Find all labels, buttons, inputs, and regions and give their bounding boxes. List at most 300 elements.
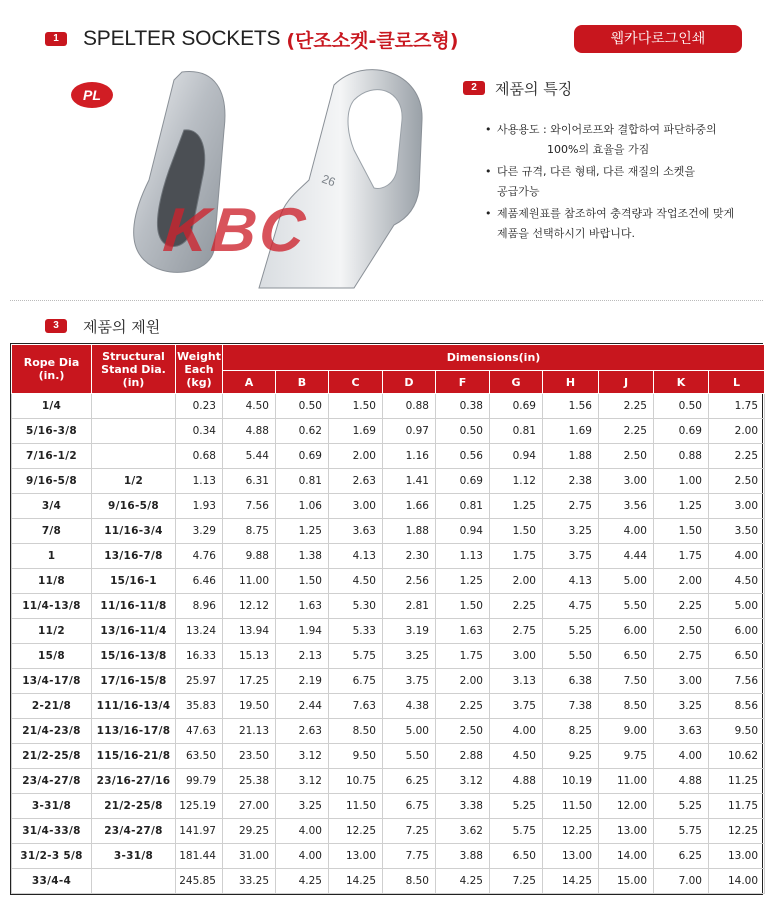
specs-heading xyxy=(45,316,160,336)
cell-weight: 63.50 xyxy=(176,744,223,769)
cell-dim-f: 3.88 xyxy=(436,844,490,869)
header-dim-j: J xyxy=(599,371,654,394)
cell-dim-h: 2.75 xyxy=(543,494,599,519)
cell-dim-g: 5.25 xyxy=(490,794,543,819)
cell-dim-h: 13.00 xyxy=(543,844,599,869)
cell-weight: 16.33 xyxy=(176,644,223,669)
cell-dim-a: 12.12 xyxy=(223,594,276,619)
table-row xyxy=(12,869,765,894)
cell-weight: 47.63 xyxy=(176,719,223,744)
table-row xyxy=(12,519,765,544)
cell-dim-c: 11.50 xyxy=(329,794,383,819)
cell-dim-a: 9.88 xyxy=(223,544,276,569)
header-dimensions: Dimensions(in) xyxy=(223,345,765,371)
cell-structural-dia: 11/16-3/4 xyxy=(92,519,176,544)
cell-dim-a: 27.00 xyxy=(223,794,276,819)
table-row xyxy=(12,594,765,619)
cell-dim-b: 0.69 xyxy=(276,444,329,469)
cell-dim-l: 10.62 xyxy=(709,744,765,769)
cell-dim-d: 2.56 xyxy=(383,569,436,594)
cell-dim-k: 1.50 xyxy=(654,519,709,544)
cell-dim-j: 3.56 xyxy=(599,494,654,519)
cell-dim-c: 6.75 xyxy=(329,669,383,694)
cell-dim-d: 2.81 xyxy=(383,594,436,619)
cell-dim-d: 2.30 xyxy=(383,544,436,569)
cell-dim-a: 17.25 xyxy=(223,669,276,694)
cell-rope-dia: 13/4-17/8 xyxy=(12,669,92,694)
header-weight: Weight Each (kg) xyxy=(176,345,223,394)
pl-badge: PL xyxy=(71,82,113,108)
cell-dim-l: 9.50 xyxy=(709,719,765,744)
cell-dim-j: 12.00 xyxy=(599,794,654,819)
cell-dim-f: 2.25 xyxy=(436,694,490,719)
cell-weight: 0.34 xyxy=(176,419,223,444)
cell-dim-l: 6.00 xyxy=(709,619,765,644)
cell-dim-l: 3.00 xyxy=(709,494,765,519)
cell-dim-g: 2.25 xyxy=(490,594,543,619)
cell-dim-a: 4.88 xyxy=(223,419,276,444)
cell-dim-b: 2.19 xyxy=(276,669,329,694)
cell-dim-c: 3.00 xyxy=(329,494,383,519)
cell-dim-b: 1.94 xyxy=(276,619,329,644)
cell-dim-h: 3.75 xyxy=(543,544,599,569)
spec-table xyxy=(11,344,765,894)
cell-dim-d: 0.88 xyxy=(383,394,436,419)
cell-dim-k: 2.50 xyxy=(654,619,709,644)
cell-dim-d: 7.25 xyxy=(383,819,436,844)
cell-dim-j: 7.50 xyxy=(599,669,654,694)
cell-weight: 1.93 xyxy=(176,494,223,519)
cell-dim-f: 0.94 xyxy=(436,519,490,544)
cell-dim-a: 21.13 xyxy=(223,719,276,744)
cell-structural-dia: 17/16-15/8 xyxy=(92,669,176,694)
cell-dim-b: 3.25 xyxy=(276,794,329,819)
cell-rope-dia: 15/8 xyxy=(12,644,92,669)
section-divider xyxy=(10,300,763,301)
cell-dim-k: 0.88 xyxy=(654,444,709,469)
cell-rope-dia: 9/16-5/8 xyxy=(12,469,92,494)
cell-dim-b: 2.44 xyxy=(276,694,329,719)
cell-dim-c: 5.75 xyxy=(329,644,383,669)
cell-dim-l: 8.56 xyxy=(709,694,765,719)
cell-dim-l: 2.50 xyxy=(709,469,765,494)
cell-structural-dia xyxy=(92,444,176,469)
cell-dim-a: 5.44 xyxy=(223,444,276,469)
cell-dim-l: 11.75 xyxy=(709,794,765,819)
cell-dim-d: 3.19 xyxy=(383,619,436,644)
cell-dim-d: 5.50 xyxy=(383,744,436,769)
cell-dim-f: 0.50 xyxy=(436,419,490,444)
cell-structural-dia xyxy=(92,869,176,894)
cell-dim-j: 14.00 xyxy=(599,844,654,869)
cell-dim-l: 2.00 xyxy=(709,419,765,444)
cell-dim-k: 5.75 xyxy=(654,819,709,844)
cell-dim-a: 25.38 xyxy=(223,769,276,794)
cell-dim-d: 1.16 xyxy=(383,444,436,469)
cell-dim-j: 8.50 xyxy=(599,694,654,719)
cell-weight: 35.83 xyxy=(176,694,223,719)
cell-dim-d: 1.41 xyxy=(383,469,436,494)
cell-dim-d: 5.00 xyxy=(383,719,436,744)
cell-dim-j: 15.00 xyxy=(599,869,654,894)
table-row xyxy=(12,619,765,644)
cell-structural-dia: 9/16-5/8 xyxy=(92,494,176,519)
cell-dim-d: 3.75 xyxy=(383,669,436,694)
cell-dim-c: 7.63 xyxy=(329,694,383,719)
cell-rope-dia: 1 xyxy=(12,544,92,569)
cell-dim-g: 7.25 xyxy=(490,869,543,894)
cell-dim-f: 0.69 xyxy=(436,469,490,494)
cell-dim-l: 3.50 xyxy=(709,519,765,544)
table-row xyxy=(12,719,765,744)
table-row xyxy=(12,569,765,594)
cell-dim-c: 13.00 xyxy=(329,844,383,869)
cell-dim-f: 2.50 xyxy=(436,719,490,744)
header-dim-b: B xyxy=(276,371,329,394)
cell-dim-k: 0.50 xyxy=(654,394,709,419)
cell-weight: 6.46 xyxy=(176,569,223,594)
specs-title: 제품의 제원 xyxy=(83,317,161,336)
cell-dim-b: 4.25 xyxy=(276,869,329,894)
cell-weight: 1.13 xyxy=(176,469,223,494)
cell-dim-b: 1.38 xyxy=(276,544,329,569)
cell-dim-g: 0.69 xyxy=(490,394,543,419)
cell-dim-b: 0.62 xyxy=(276,419,329,444)
cell-dim-k: 1.00 xyxy=(654,469,709,494)
cell-structural-dia: 113/16-17/8 xyxy=(92,719,176,744)
table-row xyxy=(12,669,765,694)
cell-dim-h: 1.88 xyxy=(543,444,599,469)
cell-dim-h: 7.38 xyxy=(543,694,599,719)
cell-rope-dia: 11/4-13/8 xyxy=(12,594,92,619)
cell-dim-f: 1.75 xyxy=(436,644,490,669)
cell-dim-k: 3.25 xyxy=(654,694,709,719)
cell-dim-k: 5.25 xyxy=(654,794,709,819)
cell-rope-dia: 1/4 xyxy=(12,394,92,419)
page-subtitle: (단조소켓-클로즈형) xyxy=(286,29,459,52)
feature-item: • 제품제원표를 참조하여 충격량과 작업조건에 맞게 제품을 선택하시기 바랍니다. xyxy=(485,204,763,244)
kbc-watermark: KBC xyxy=(160,196,312,265)
cell-dim-b: 3.12 xyxy=(276,744,329,769)
cell-dim-c: 14.25 xyxy=(329,869,383,894)
cell-rope-dia: 21/2-25/8 xyxy=(12,744,92,769)
header-dim-d: D xyxy=(383,371,436,394)
cell-dim-k: 1.75 xyxy=(654,544,709,569)
cell-dim-j: 6.50 xyxy=(599,644,654,669)
cell-dim-f: 0.81 xyxy=(436,494,490,519)
cell-dim-a: 4.50 xyxy=(223,394,276,419)
cell-dim-j: 9.75 xyxy=(599,744,654,769)
cell-dim-b: 0.81 xyxy=(276,469,329,494)
cell-dim-g: 0.94 xyxy=(490,444,543,469)
cell-rope-dia: 21/4-23/8 xyxy=(12,719,92,744)
socket-stamp: 26 xyxy=(319,171,338,190)
cell-rope-dia: 3-31/8 xyxy=(12,794,92,819)
cell-dim-k: 3.63 xyxy=(654,719,709,744)
cell-dim-g: 3.75 xyxy=(490,694,543,719)
cell-weight: 13.24 xyxy=(176,619,223,644)
header-dim-g: G xyxy=(490,371,543,394)
cell-dim-h: 6.38 xyxy=(543,669,599,694)
cell-dim-l: 1.75 xyxy=(709,394,765,419)
cell-dim-g: 0.81 xyxy=(490,419,543,444)
cell-weight: 99.79 xyxy=(176,769,223,794)
cell-dim-g: 1.25 xyxy=(490,494,543,519)
cell-dim-f: 4.25 xyxy=(436,869,490,894)
page-header xyxy=(45,24,458,54)
cell-dim-g: 5.75 xyxy=(490,819,543,844)
cell-dim-d: 0.97 xyxy=(383,419,436,444)
header-dim-l: L xyxy=(709,371,765,394)
cell-dim-f: 3.12 xyxy=(436,769,490,794)
cell-rope-dia: 5/16-3/8 xyxy=(12,419,92,444)
cell-dim-g: 4.50 xyxy=(490,744,543,769)
cell-weight: 0.23 xyxy=(176,394,223,419)
cell-structural-dia xyxy=(92,394,176,419)
cell-dim-k: 4.88 xyxy=(654,769,709,794)
cell-dim-l: 7.56 xyxy=(709,669,765,694)
cell-dim-g: 4.00 xyxy=(490,719,543,744)
table-row xyxy=(12,694,765,719)
features-title: 제품의 특징 xyxy=(495,79,573,98)
header-dim-c: C xyxy=(329,371,383,394)
cell-weight: 0.68 xyxy=(176,444,223,469)
cell-dim-j: 4.00 xyxy=(599,519,654,544)
cell-weight: 8.96 xyxy=(176,594,223,619)
cell-dim-k: 4.00 xyxy=(654,744,709,769)
cell-dim-l: 14.00 xyxy=(709,869,765,894)
cell-dim-a: 7.56 xyxy=(223,494,276,519)
cell-weight: 125.19 xyxy=(176,794,223,819)
cell-structural-dia: 15/16-13/8 xyxy=(92,644,176,669)
cell-structural-dia xyxy=(92,419,176,444)
cell-dim-h: 1.69 xyxy=(543,419,599,444)
table-row xyxy=(12,544,765,569)
cell-dim-f: 0.38 xyxy=(436,394,490,419)
cell-dim-c: 5.30 xyxy=(329,594,383,619)
cell-dim-a: 31.00 xyxy=(223,844,276,869)
cell-dim-j: 4.44 xyxy=(599,544,654,569)
cell-dim-b: 1.06 xyxy=(276,494,329,519)
cell-dim-d: 4.38 xyxy=(383,694,436,719)
cell-dim-j: 6.00 xyxy=(599,619,654,644)
cell-weight: 3.29 xyxy=(176,519,223,544)
cell-dim-h: 11.50 xyxy=(543,794,599,819)
table-row xyxy=(12,769,765,794)
cell-dim-h: 4.75 xyxy=(543,594,599,619)
cell-rope-dia: 7/8 xyxy=(12,519,92,544)
cell-rope-dia: 31/4-33/8 xyxy=(12,819,92,844)
cell-rope-dia: 7/16-1/2 xyxy=(12,444,92,469)
cell-dim-g: 3.13 xyxy=(490,669,543,694)
cell-dim-k: 2.00 xyxy=(654,569,709,594)
table-row xyxy=(12,469,765,494)
cell-dim-k: 7.00 xyxy=(654,869,709,894)
cell-dim-h: 10.19 xyxy=(543,769,599,794)
features-section xyxy=(463,78,763,246)
cell-dim-b: 3.12 xyxy=(276,769,329,794)
cell-dim-h: 14.25 xyxy=(543,869,599,894)
features-list xyxy=(485,120,763,244)
cell-weight: 181.44 xyxy=(176,844,223,869)
cell-structural-dia: 111/16-13/4 xyxy=(92,694,176,719)
cell-weight: 141.97 xyxy=(176,819,223,844)
cell-dim-f: 2.88 xyxy=(436,744,490,769)
cell-dim-l: 6.50 xyxy=(709,644,765,669)
cell-dim-h: 5.25 xyxy=(543,619,599,644)
header-structural-stand-dia: Structural Stand Dia. (in) xyxy=(92,345,176,394)
cell-dim-f: 1.13 xyxy=(436,544,490,569)
section-number-badge: 3 xyxy=(45,319,67,333)
cell-dim-d: 3.25 xyxy=(383,644,436,669)
cell-dim-l: 4.50 xyxy=(709,569,765,594)
cell-weight: 245.85 xyxy=(176,869,223,894)
page-title: SPELTER SOCKETS xyxy=(83,27,281,50)
cell-weight: 25.97 xyxy=(176,669,223,694)
cell-dim-a: 6.31 xyxy=(223,469,276,494)
cell-dim-d: 7.75 xyxy=(383,844,436,869)
cell-dim-f: 1.25 xyxy=(436,569,490,594)
cell-dim-k: 1.25 xyxy=(654,494,709,519)
cell-structural-dia: 11/16-11/8 xyxy=(92,594,176,619)
cell-dim-h: 4.13 xyxy=(543,569,599,594)
cell-dim-c: 1.50 xyxy=(329,394,383,419)
cell-dim-k: 0.69 xyxy=(654,419,709,444)
cell-dim-h: 5.50 xyxy=(543,644,599,669)
cell-dim-c: 4.50 xyxy=(329,569,383,594)
cell-dim-b: 1.25 xyxy=(276,519,329,544)
cell-structural-dia: 13/16-11/4 xyxy=(92,619,176,644)
cell-rope-dia: 11/2 xyxy=(12,619,92,644)
cell-dim-g: 1.12 xyxy=(490,469,543,494)
cell-weight: 4.76 xyxy=(176,544,223,569)
features-heading xyxy=(463,78,763,98)
cell-rope-dia: 3/4 xyxy=(12,494,92,519)
cell-dim-k: 2.25 xyxy=(654,594,709,619)
cell-structural-dia: 23/16-27/16 xyxy=(92,769,176,794)
table-row xyxy=(12,644,765,669)
cell-dim-j: 2.25 xyxy=(599,394,654,419)
table-row xyxy=(12,844,765,869)
cell-dim-f: 1.63 xyxy=(436,619,490,644)
cell-dim-j: 13.00 xyxy=(599,819,654,844)
cell-rope-dia: 33/4-4 xyxy=(12,869,92,894)
cell-dim-g: 3.00 xyxy=(490,644,543,669)
cell-dim-c: 8.50 xyxy=(329,719,383,744)
cell-dim-a: 11.00 xyxy=(223,569,276,594)
cell-structural-dia: 115/16-21/8 xyxy=(92,744,176,769)
section-number-badge: 1 xyxy=(45,32,67,46)
table-row xyxy=(12,419,765,444)
header-dim-h: H xyxy=(543,371,599,394)
cell-dim-c: 2.00 xyxy=(329,444,383,469)
cell-dim-g: 6.50 xyxy=(490,844,543,869)
cell-rope-dia: 23/4-27/8 xyxy=(12,769,92,794)
cell-structural-dia: 13/16-7/8 xyxy=(92,544,176,569)
cell-dim-l: 4.00 xyxy=(709,544,765,569)
feature-item: • 다른 규격, 다른 형태, 다른 재질의 소켓을 공급가능 xyxy=(485,162,763,202)
cell-dim-b: 2.63 xyxy=(276,719,329,744)
table-row xyxy=(12,394,765,419)
cell-dim-j: 5.50 xyxy=(599,594,654,619)
product-image xyxy=(64,60,454,290)
cell-dim-f: 1.50 xyxy=(436,594,490,619)
cell-dim-b: 2.13 xyxy=(276,644,329,669)
cell-dim-j: 9.00 xyxy=(599,719,654,744)
table-row xyxy=(12,794,765,819)
table-row xyxy=(12,494,765,519)
cell-dim-g: 2.00 xyxy=(490,569,543,594)
cell-structural-dia: 1/2 xyxy=(92,469,176,494)
cell-dim-b: 1.50 xyxy=(276,569,329,594)
web-catalog-print-button[interactable]: 웹카다로그인쇄 xyxy=(574,25,742,53)
cell-dim-b: 4.00 xyxy=(276,844,329,869)
cell-rope-dia: 2-21/8 xyxy=(12,694,92,719)
cell-dim-f: 0.56 xyxy=(436,444,490,469)
cell-dim-f: 3.62 xyxy=(436,819,490,844)
cell-dim-c: 1.69 xyxy=(329,419,383,444)
cell-dim-c: 3.63 xyxy=(329,519,383,544)
cell-dim-b: 1.63 xyxy=(276,594,329,619)
cell-dim-h: 8.25 xyxy=(543,719,599,744)
cell-structural-dia: 23/4-27/8 xyxy=(92,819,176,844)
header-dim-k: K xyxy=(654,371,709,394)
cell-dim-a: 8.75 xyxy=(223,519,276,544)
cell-dim-j: 2.25 xyxy=(599,419,654,444)
cell-dim-g: 2.75 xyxy=(490,619,543,644)
cell-dim-j: 5.00 xyxy=(599,569,654,594)
cell-dim-k: 2.75 xyxy=(654,644,709,669)
header-dim-a: A xyxy=(223,371,276,394)
table-row xyxy=(12,819,765,844)
cell-dim-c: 10.75 xyxy=(329,769,383,794)
cell-dim-h: 2.38 xyxy=(543,469,599,494)
cell-structural-dia: 15/16-1 xyxy=(92,569,176,594)
cell-dim-l: 13.00 xyxy=(709,844,765,869)
cell-dim-l: 11.25 xyxy=(709,769,765,794)
table-row xyxy=(12,744,765,769)
cell-dim-c: 12.25 xyxy=(329,819,383,844)
cell-dim-g: 4.88 xyxy=(490,769,543,794)
cell-dim-a: 15.13 xyxy=(223,644,276,669)
cell-dim-d: 1.66 xyxy=(383,494,436,519)
cell-dim-h: 9.25 xyxy=(543,744,599,769)
cell-dim-c: 9.50 xyxy=(329,744,383,769)
cell-dim-l: 5.00 xyxy=(709,594,765,619)
spec-table-container xyxy=(10,343,763,895)
table-row xyxy=(12,444,765,469)
cell-dim-j: 11.00 xyxy=(599,769,654,794)
cell-dim-a: 23.50 xyxy=(223,744,276,769)
cell-dim-j: 3.00 xyxy=(599,469,654,494)
cell-dim-h: 3.25 xyxy=(543,519,599,544)
cell-dim-j: 2.50 xyxy=(599,444,654,469)
cell-dim-c: 4.13 xyxy=(329,544,383,569)
cell-rope-dia: 31/2-3 5/8 xyxy=(12,844,92,869)
cell-dim-h: 1.56 xyxy=(543,394,599,419)
cell-dim-g: 1.50 xyxy=(490,519,543,544)
cell-dim-k: 3.00 xyxy=(654,669,709,694)
cell-structural-dia: 21/2-25/8 xyxy=(92,794,176,819)
cell-dim-a: 33.25 xyxy=(223,869,276,894)
cell-dim-f: 3.38 xyxy=(436,794,490,819)
cell-dim-a: 19.50 xyxy=(223,694,276,719)
cell-dim-b: 0.50 xyxy=(276,394,329,419)
cell-dim-c: 5.33 xyxy=(329,619,383,644)
cell-dim-k: 6.25 xyxy=(654,844,709,869)
cell-dim-d: 1.88 xyxy=(383,519,436,544)
cell-dim-g: 1.75 xyxy=(490,544,543,569)
